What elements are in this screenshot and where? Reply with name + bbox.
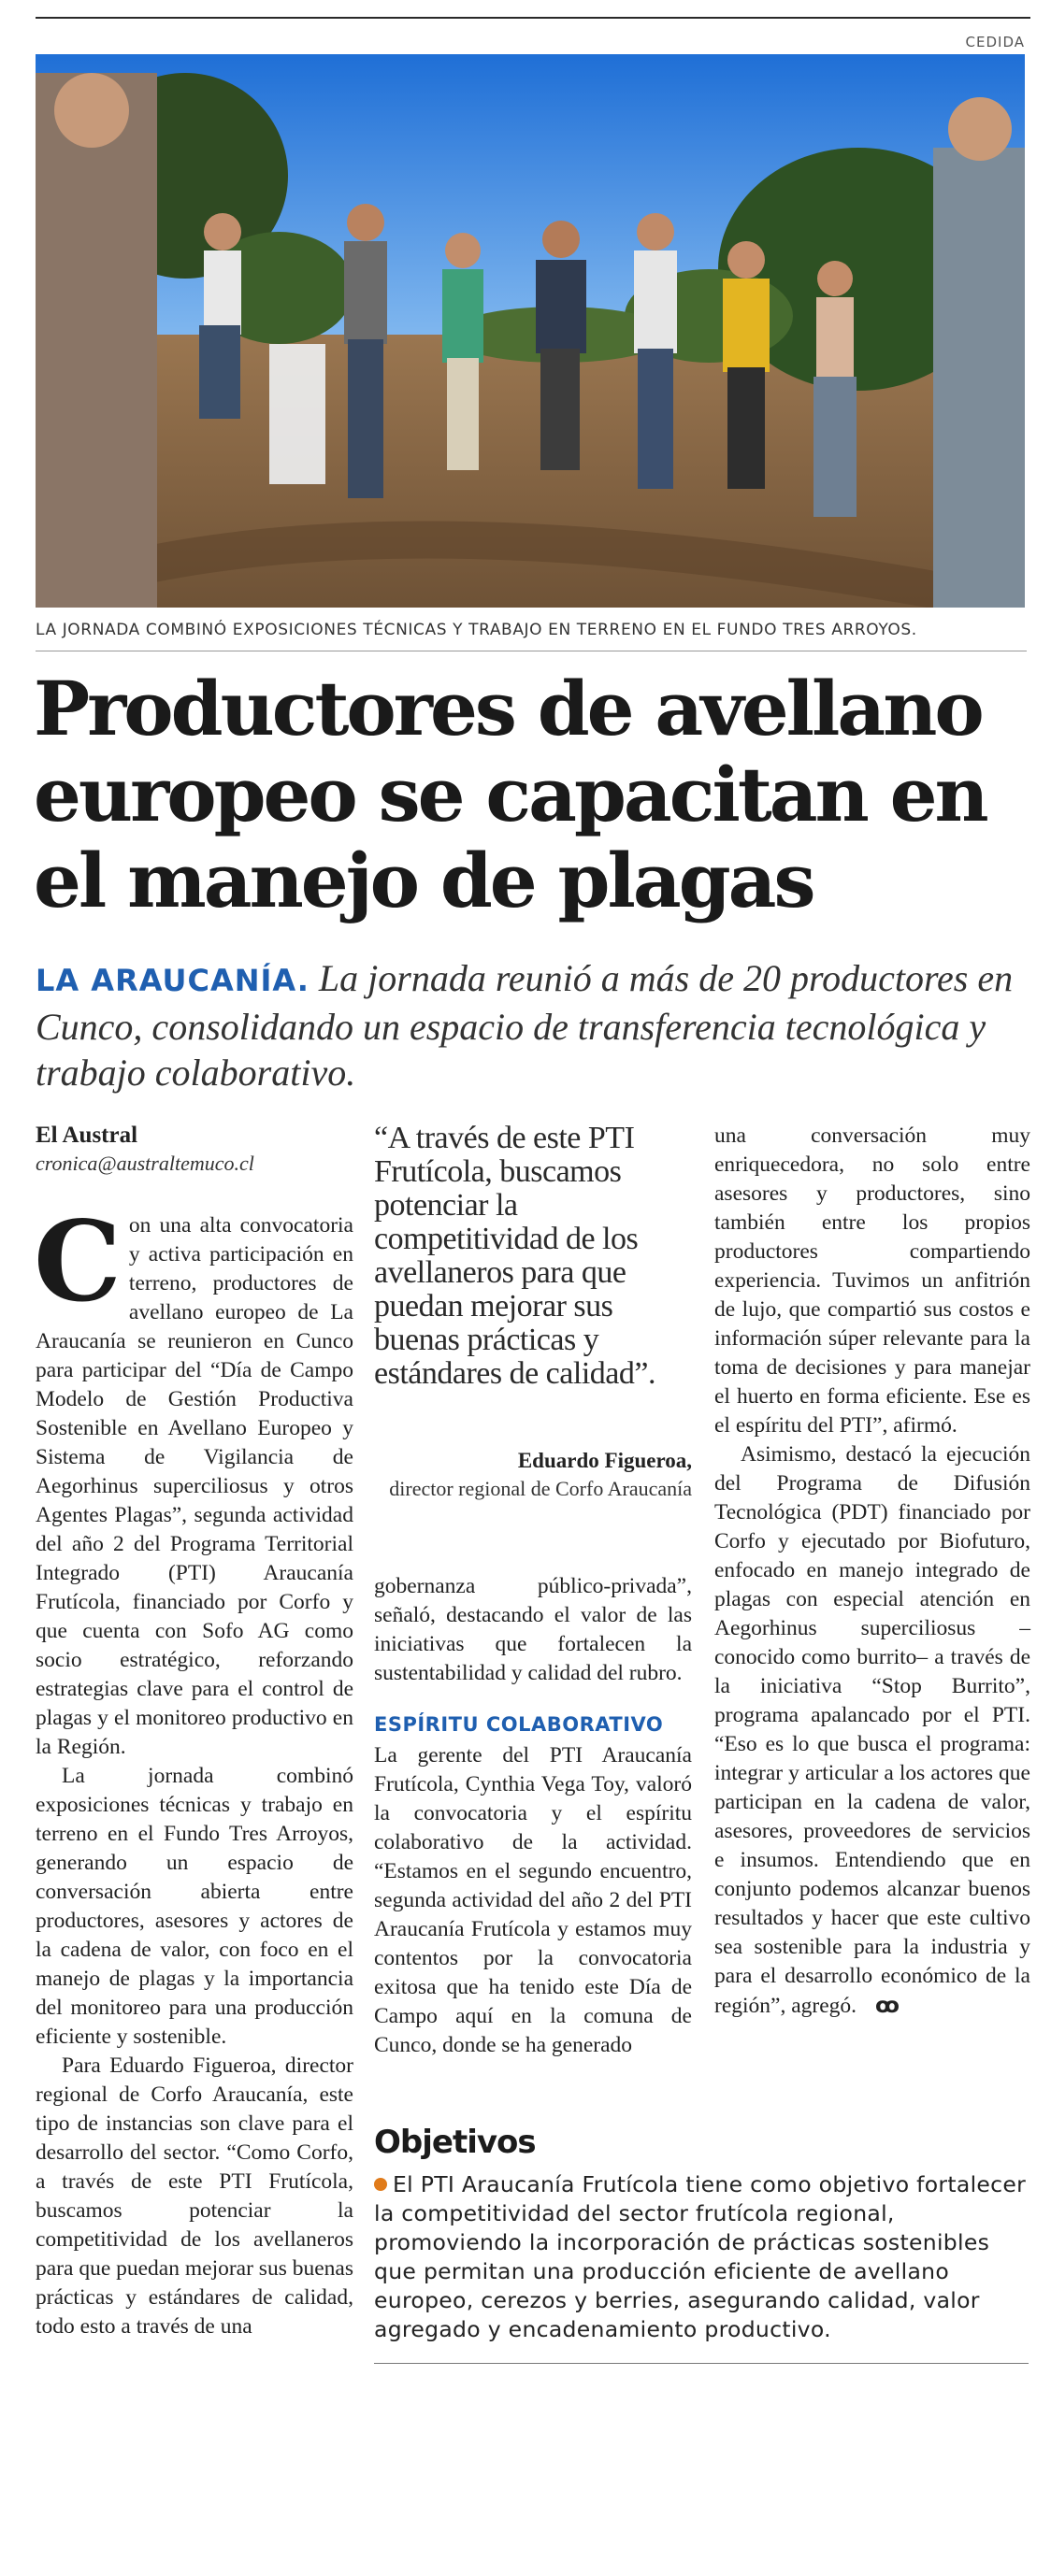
author-name: El Austral	[36, 1123, 138, 1148]
paragraph: gobernanza público-privada”, señaló, destacando el valor de las iniciativas que fortalecen la sustentabilidad y calidad del rubro.	[374, 1574, 692, 1685]
box-rule	[374, 2363, 1029, 2364]
bullet-icon	[374, 2178, 387, 2191]
column-1	[36, 1122, 353, 2341]
quote-attribution-name: Eduardo Figueroa,	[517, 1449, 692, 1472]
column-2	[374, 1122, 692, 2060]
objectives-box	[374, 2124, 1029, 2344]
author-email[interactable]: cronica@australtemuco.cl	[36, 1152, 254, 1175]
pull-quote: “A través de este PTI Frutícola, buscamos potenciar la competitividad de los avellaneros para que puedan mejorar sus buenas prácticas y estándares de calidad”.	[374, 1121, 655, 1391]
headline: Productores de avellano europeo se capacitan en el manejo de plagas	[34, 665, 986, 924]
paragraph: La gerente del PTI Araucanía Frutícola, Cynthia Vega Toy, valoró la convocatoria y el espíritu colaborativo de la actividad. “Estamos en el segundo encuentro, segunda actividad del año 2 del PTI Araucanía Frutícola y estamos muy contentos por la convocatoria exitosa que ha tenido este Día de Campo aquí en la comuna de Cunco, donde se ha generado	[374, 1743, 692, 2057]
objectives-body	[374, 2170, 1029, 2344]
paragraph-lead	[34, 1196, 353, 1762]
subhead-text: La jornada reunió a más de 20 productores en Cunco, consolidando un espacio de transferencia tecnológica y trabajo colaborativo.	[36, 957, 1014, 1094]
photo-caption: LA JORNADA COMBINÓ EXPOSICIONES TÉCNICAS Y TRABAJO EN TERRENO EN EL FUNDO TRES ARROYOS.	[36, 621, 917, 639]
end-mark-icon: ꝏ	[875, 1992, 900, 2018]
objectives-text: El PTI Araucanía Frutícola tiene como objetivo fortalecer la competitividad del sector frutícola regional, promoviendo la incorporación de prácticas sostenibles que permitan una producción eficiente de avellano europeo, cerezos y berries, asegurando calidad, valor agregado y encadenamiento productivo.	[374, 2171, 1027, 2342]
region-label: LA ARAUCANÍA.	[36, 963, 310, 998]
paragraph: una conversación muy enriquecedora, no solo entre asesores y productores, sino también entre los propios productores compartiendo experiencia. Tuvimos un anfitrión de lujo, que compartió sus costos e información súper relevante para la toma de decisiones y para manejar el huerto en forma eficiente. Ese es el espíritu del PTI”, afirmó.	[714, 1123, 1030, 1438]
top-rule	[36, 17, 1030, 19]
final-text: Asimismo, destacó la ejecución del Programa de Difusión Tecnológica (PDT) financiado por Corfo y ejecutado por Biofuturo, enfocado en manejo integrado de plagas con especial atención en Aegorhinus superciliosus –conocido como burrito– a través de la iniciativa “Stop Burrito”, programa apalancado por el PTI. “Eso es lo que busca el programa: integrar y articular a los actores que participan en la cadena de valor, asesores, proveedores de servicios e insumos. Entendiendo que en conjunto podemos alcanzar buenos resultados y hacer que este cultivo sea sostenible para la industria y para el desarrollo económico de la región”, agregó.	[714, 1442, 1030, 2018]
lead-text: on una alta convocatoria y activa participación en terreno, productores de avellano europeo de La Araucanía se reunieron en Cunco para participar del “Día de Campo Modelo de Gestión Productiva Sostenible en Avellano Europeo y Sistema de Vigilancia de Aegorhinus superciliosus y otros Agentes Plagas”, segunda actividad del año 2 del Programa Territorial Integrado (PTI) Araucanía Frutícola, financiado por Corfo y que cuenta con Sofo AG como socio estratégico, reforzando estrategias clave para el control de plagas y el monitoreo productivo en la Región.	[36, 1213, 353, 1759]
photo-credit: CEDIDA	[965, 34, 1025, 50]
drop-cap: C	[34, 1196, 122, 1326]
article-photo	[36, 54, 1025, 608]
subhead	[36, 955, 1027, 1095]
column-3	[714, 1122, 1030, 2021]
paragraph: La jornada combinó exposiciones técnicas y trabajo en terreno en el Fundo Tres Arroyos, generando un espacio de conversación abierta entre productores, asesores y actores de la cadena de valor, con foco en el manejo de plagas y la importancia del monitoreo para una producción eficiente y sostenible.	[36, 1764, 353, 2049]
paragraph-final	[714, 1440, 1030, 2021]
objectives-title: Objetivos	[374, 2124, 536, 2161]
photo-illustration	[36, 54, 1025, 608]
section-heading: ESPÍRITU COLABORATIVO	[374, 1713, 664, 1736]
paragraph: Para Eduardo Figueroa, director regional de Corfo Araucanía, este tipo de instancias son clave para el desarrollo del sector. “Como Corfo, a través de este PTI Frutícola, buscamos potenciar la competitividad de los avellaneros para que puedan mejorar sus buenas prácticas y estándares de calidad, todo esto a través de una	[36, 2054, 353, 2339]
quote-attribution-role: director regional de Corfo Araucanía	[389, 1477, 692, 1500]
